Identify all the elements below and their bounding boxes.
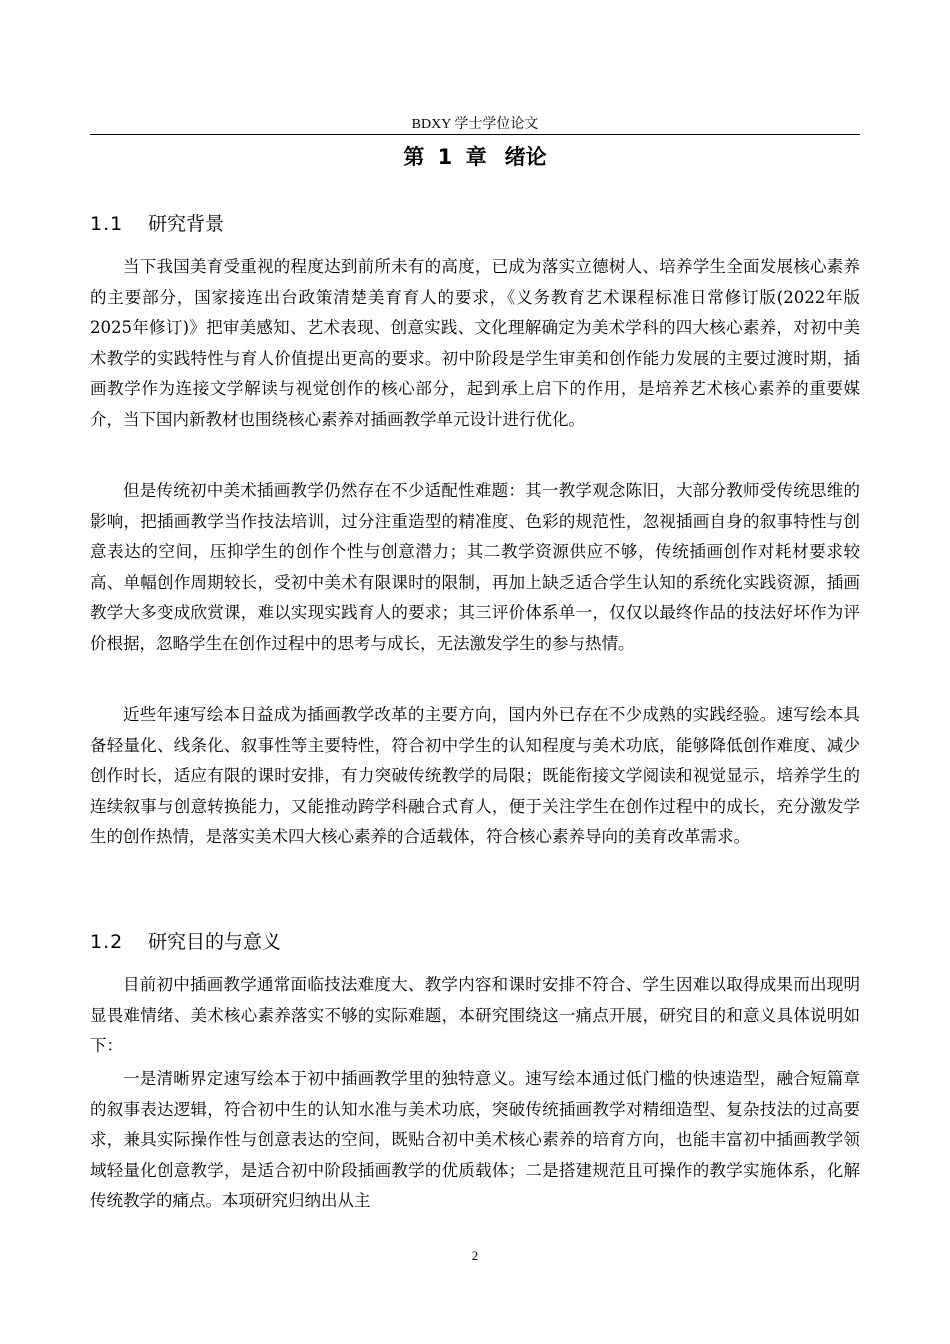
running-header: BDXY 学士学位论文 xyxy=(411,117,539,132)
section-heading xyxy=(90,928,860,956)
paragraph: 近些年速写绘本日益成为插画教学改革的主要方向，国内外已存在不少成熟的实践经验。速写绘本具备轻量化、线条化、叙事性等主要特性，符合初中学生的认知程度与美术功底，能够降低创作难度、减少创作时长，适应有限的课时安排，有力突破传统教学的局限；既能衔接文学阅读和视觉显示，培养学生的连续叙事与创意转换能力，又能推动跨学科融合式育人，便于关注学生在创作过程中的成长，充分激发学生的创作热情，是落实美术四大核心素养的合适载体，符合核心素养导向的美育改革需求。 xyxy=(90,705,860,846)
section-title: 研究目的与意义 xyxy=(148,931,282,953)
page-number: 2 xyxy=(471,1248,479,1263)
paragraph: 一是清晰界定速写绘本于初中插画教学里的独特意义。速写绘本通过低门槛的快速造型，融合短篇章的叙事表达逻辑，符合初中生的认知水准与美术功底，突破传统插画教学对精细造型、复杂技法的过高要求，兼具实际操作性与创意表达的空间，既贴合初中美术核心素养的培育方向，也能丰富初中插画教学领域轻量化创意教学，是适合初中阶段插画教学的优质载体；二是搭建规范且可操作的教学实施体系，化解传统教学的痛点。本项研究归纳出从主 xyxy=(90,1069,860,1210)
chapter-name: 绪论 xyxy=(504,145,547,169)
chapter-title xyxy=(90,142,860,172)
section-number: 1.2 xyxy=(90,931,124,953)
section-heading xyxy=(90,210,860,238)
paragraph: 当下我国美育受重视的程度达到前所未有的高度，已成为落实立德树人、培养学生全面发展核心素养的主要部分，国家接连出台政策清楚美育育人的要求，《义务教育艺术课程标准日常修订版(2022年版 2025年修订)》把审美感知、艺术表现、创意实践、文化理解确定为美术学科的四大核心素养，对初中美术教学的实践特性与育人价值提出更高的要求。初中阶段是学生审美和创作能力发展的主要过渡时期，插画教学作为连接文学解读与视觉创作的核心部分，起到承上启下的作用，是培养艺术核心素养的重要媒介，当下国内新教材也围绕核心素养对插画教学单元设计进行优化。 xyxy=(90,257,860,429)
section-title: 研究背景 xyxy=(148,213,225,235)
section-number: 1.1 xyxy=(90,213,124,235)
paragraph: 但是传统初中美术插画教学仍然存在不少适配性难题：其一教学观念陈旧，大部分教师受传统思维的影响，把插画教学当作技法培训，过分注重造型的精准度、色彩的规范性，忽视插画自身的叙事特性与创意表达的空间，压抑学生的创作个性与创意潜力；其二教学资源供应不够，传统插画创作对耗材要求较高、单幅创作周期较长，受初中美术有限课时的限制，再加上缺乏适合学生认知的系统化实践资源，插画教学大多变成欣赏课，难以实现实践育人的要求；其三评价体系单一，仅仅以最终作品的技法好坏作为评价根据，忽略学生在创作过程中的思考与成长，无法激发学生的参与热情。 xyxy=(90,481,860,653)
paragraph: 目前初中插画教学通常面临技法难度大、教学内容和课时安排不符合、学生因难以取得成果而出现明显畏难情绪、美术核心素养落实不够的实际难题，本研究围绕这一痛点开展，研究目的和意义具体说明如下： xyxy=(90,975,860,1055)
chapter-number: 第 1 章 xyxy=(403,145,487,169)
header-rule xyxy=(90,134,860,135)
